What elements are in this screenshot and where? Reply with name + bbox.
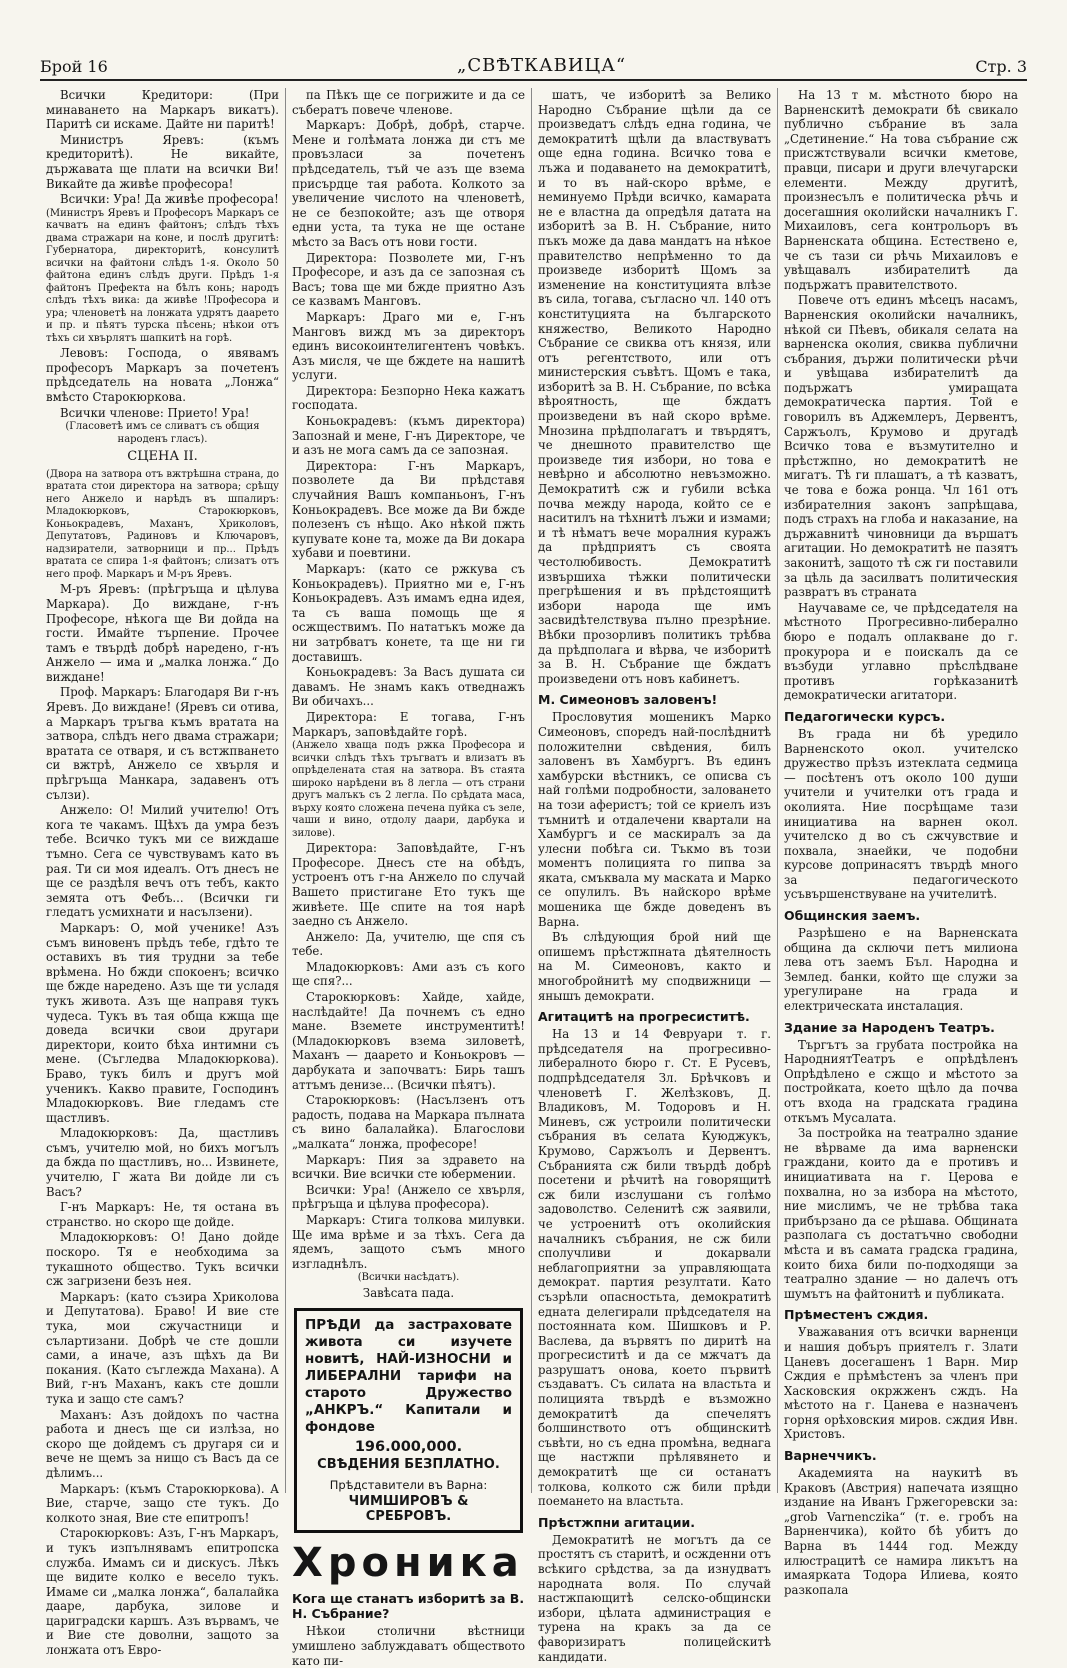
dialogue: Г-нъ Маркаръ: Не, тя остана въ странство. но скоро ще дойде. — [46, 1200, 279, 1229]
article-text: шатъ, че изборитѣ за Велико Народно Събрание щѣли да се произведатъ слѣдъ една година, че демократитѣ щѣли да властвуватъ още една година. Всичко това е лъжа и подаването на демократитѣ, и то въ най-скоро врѣме, е неминуемо Прѣди всичко, камарата не е властна да опредѣля датата на изборитѣ за В. Н. Събрание, нито пъкъ може да дава мандатъ на нѣкое правителство непрѣменно то да произведе изборитѣ Щомъ за изменение на конституцията влѣзе въ сила, тогава, съгласно чл. 140 отъ конституцията на българското княжество, Великото Народно Събрание се свиква отъ князя, или отъ регентството, или отъ министерския съвѣтъ. Щомъ е така, изборитѣ за В. Н. Събрание, по всѣка вѣроятность, ще бждатъ произведени въ най скоро врѣме. Мнозина прѣдполагатъ и твърдятъ, че днешното правителство ще произведе тия избори, но това е невѣрно и абсолютно невъзможно. Демократитѣ сж и губили всѣка почва между народа, който се е наситилъ на тѣхнитѣ лъжи и измами; и тѣ нѣматъ вече моралния куражъ да прѣдприятъ съ своята честолюбивость. Демократитѣ извършиха тѣжки политически прегрѣшения и въ прѣдстоящитѣ избори народа ще имъ засвидѣтелствува пълно презрѣние. Вѣбки прозорливъ политикъ трѣбва да прѣдполага и вѣрва, че изборитѣ за В. Н. Събрание ще бждатъ произведени отъ новъ кабинетъ. — [538, 88, 771, 686]
dialogue: Старокюрковъ: (Насълзенъ отъ радость, подава на Маркара пълната съ вино балалайка). Благослови „малката“ лонжа, професоре! — [292, 1093, 525, 1151]
curtain-line: Завѣсата пада. — [362, 1285, 455, 1300]
dialogue: Маркаръ: (като съзира Хриколова и Депутатова). Браво! И вие сте тука, мои сжучастници и сълартизани. Добрѣ че сте дошли сами, а иначе, азъ щѣхъ да Ви покания. (Като съглежда Махана). А Вий, г-нъ Маханъ, какъ сте дошли тука и защо сте самъ? — [46, 1289, 279, 1406]
chronicle-heading: Хроника — [292, 1540, 524, 1587]
ad-info: СВѢДЕНИЯ БЕЗПЛАТНО. — [317, 1457, 500, 1473]
article-text: На 13 т м. мѣстното бюро на Варненскитѣ демократи бѣ свикало публично събрание въ зала „Сдетинение.“ На това събрание сж присжтствували всички кметове, правци, писари и други влечугарски елементи. Между другитѣ, произнесълъ е политическа рѣчь и досегашния околийски началникъ Г. Михаиловъ, сега контрольоръ въ Варненската община. Естествено е, че съ тази си рѣчь Михаиловъ е увѣщавалъ избирателитѣ да подържатъ правителството. — [784, 88, 1018, 292]
article-text: Разрѣшено е на Варненската община да сключи петъ милиона лева отъ заемъ Бъл. Народна и Землед. банки, който ще служи за урегулиране на града и електрическата инсталация. — [784, 926, 1018, 1014]
stage-direction: (Всички насѣдатъ). — [357, 1272, 460, 1284]
article-heading: Общинския заемъ. — [784, 908, 921, 924]
article-text: За постройка на театрално здание не вѣрваме да има варненски граждани, които да е противъ и инициативата на г. Церова е похвална, но за избора на мѣстото, ние мислимъ, че не трѣбва така прибързано да се рѣшава. Общината разполага съ достатъчно свободни мѣста и въ самата градска градина, които биха били по-подходящи за театрално здание — но далечъ отъ шумътъ на файтонитѣ и публиката. — [784, 1126, 1018, 1301]
dialogue: Маркаръ: (къмъ Старокюркова). А Вие, старче, защо сте тукъ. До колкото зная, Вие сте епитропъ! — [46, 1481, 279, 1525]
column-4 — [778, 88, 1024, 1597]
dialogue: Анжело: О! Милий учителю! Отъ кога те чакамъ. Щѣхъ да умра безъ тебе. Всичко тукъ ми се виждаше тъмно. Сега се чувствувамъ като въ рая. Ти си моя идеалъ. Отъ днесъ не ще се раздѣля вечъ отъ тебъ, както земята отъ Фебъ... (Всички ги гледатъ усмихнати и насълзени). — [46, 803, 279, 920]
article-text: Въ слѣдующия брой ний ще опишемъ прѣстжпната дѣятелность на М. Симеоновъ, както и многобройнитѣ му сподвижници — янышъ демократи. — [538, 930, 771, 1003]
dialogue: Проф. Маркаръ: Благодаря Ви г-нъ Яревъ. До виждане! (Яревъ си отива, а Маркаръ тръгва къмъ вратата на затвора, слѣдъ него двама стражари; вратата се отваря, и съ встжпването си вжтрѣ, Анжело се хвърля и прѣгръща Манкара, задавенъ отъ сълзи). — [46, 685, 279, 802]
dialogue: Директора: Е тогава, Г-нъ Маркаръ, заповѣдайте горѣ. — [292, 709, 525, 739]
newspaper-title: „СВѢТКАВИЦА“ — [457, 55, 627, 76]
article-text: Повече отъ единъ мѣсецъ насамъ, Варненския околийски началникъ, нѣкой си Пѣевъ, обикаля селата на варненска околия, свиква публични събрания, държи политически рѣчи и увѣщава избирателитѣ да подържатъ умиращата демократическа партия. Той е говорилъ въ Аджемлеръ, Дервентъ, Саржъолъ, Крумово и другадѣ Всичко това е възмутително и прѣстжпно, но демократитѣ не мигатъ. Тѣ ги плашатъ, а тѣ казватъ, че това е божа ронца. Чл 161 отъ избирателния законъ запрѣщава, подъ страхъ на глоба и наказание, на държавнитѣ чиновници да вършатъ агитации. Но демократитѣ не пазятъ законитѣ, защото тѣ сж ги поставили за цѣль да засилватъ политическия развратъ въ страната — [784, 293, 1018, 600]
dialogue: Директора: Позволете ми, Г-нъ Професоре, и азъ да се запозная съ Васъ; това ще ми бжде приятно Азъ се казвамъ Манговъ. — [292, 250, 525, 309]
dialogue: Маркаръ: О, мой ученике! Азъ съмъ виновенъ прѣдъ тебе, гдѣто те оставихъ въ тия трудни за тебе врѣмена. Но бжди спокоенъ; всичко ще бжде наредено. Азъ ще ти усладя тукъ живота. Азъ ще направя тукъ чудеса. Тукъ въ тая обща кжща ще доведа всички свои другари директори, които бѣха интимни съ мене. (Съгледва Младокюркова). Браво, тукъ билъ и другъ мой ученикъ. Какво правите, Господинъ Младокюрковъ. Вие гледамъ сте щастливъ. — [46, 920, 279, 1125]
issue-number: Брой 16 — [40, 57, 108, 76]
article-heading: Педагогически курсъ. — [784, 708, 946, 724]
dialogue: Директора: Безпорно Нека кажатъ господата. — [292, 383, 525, 413]
dialogue: па Пѣкъ ще се погрижите и да се събератъ повече членове. — [292, 88, 525, 117]
article-heading: Агитацитѣ на прогресиститѣ. — [538, 1009, 750, 1025]
column-1 — [40, 88, 286, 1658]
dialogue: Всички: Ура! Да живѣе професора! — [60, 192, 279, 207]
dialogue: Коньокрадевъ: За Васъ душата си давамъ. Не знамъ какъ отведнажъ Ви обичахъ... — [292, 665, 525, 709]
dialogue: Старокюрковъ: Хайде, хайде, наслѣдайте! Да почнемъ съ едно мане. Вземете инструментитѣ! (Младокюрковъ взема зиловетѣ, Маханъ — даарето и Коньокровъ — дарбуката и започватъ: Бирь ташъ аттъмъ денизе... (Всички пѣятъ). — [292, 990, 525, 1092]
scene-heading: СЦЕНА II. — [127, 449, 198, 465]
column-2 — [286, 88, 532, 1668]
article-text: Нѣкои столични вѣстници умишлено заблуждаватъ обществото като пи- — [292, 1624, 525, 1668]
dialogue: Маркаръ: Добрѣ, добрѣ, старче. Мене и голѣмата лонжа ди стъ ме провъзласи за почетенъ прѣдседатель, тъй че азъ ще взема присърдце тая работа. Колкото за увеличение числото на членоветѣ, не се безпокойте; азъ ще отворя едни уста, та тука не ще остане мѣсто за Васъ отъ нови гости. — [292, 118, 525, 249]
article-text: Търгътъ за грубата постройка на НародниятТеатръ е опрѣдѣленъ Опрѣдѣлено е сжщо и мѣстото за постройката, което щѣло да почва отъ входа на градската градина откъмъ Мусалата. — [784, 1037, 1018, 1125]
article-heading: Кога ще станатъ изборитѣ за В. Н. Събрание? — [292, 1591, 525, 1622]
page-number: Стр. 3 — [975, 57, 1027, 76]
dialogue: Маркаръ: Драго ми е, Г-нъ Манговъ вижд мъ за директоръ единъ високоинтелигентенъ човѣкъ. Азъ мисля, че ще бждете на нашитѣ услуги. — [292, 309, 525, 383]
dialogue: Маханъ: Азъ дойдохъ по частна работа и днесъ ще си излѣза, но скоро ще дойдемъ съ другаря си и вече не щемъ за нищо съ Васъ да се дѣлимъ... — [46, 1407, 279, 1480]
stage-direction: (Анжело хваща подъ ржка Професора и всички слѣдъ тѣхъ тръгватъ и влизатъ въ опрѣделената стая на затвора. Въ стаята широко нарѣдени въ 8 легла — отъ страни другъ малъкъ съ 2 легла. По срѣдата маса, върху която сложена печена пуйка съ зеле, чаши и вино, отдолу даари, дарбука и зилове). — [292, 740, 525, 839]
dialogue: Всички членове: Прието! Ура! — [60, 405, 250, 420]
stage-direction: (Министръ Яревъ и Професоръ Маркаръ се качватъ на единъ файтонъ; слѣдъ тѣхъ двама стражари на коне, и послѣ другитѣ: Губернатора, директоритѣ, консулитѣ всички на файтони слѣдъ 1-я. Около 50 файтона единъ слѣдъ други. Прѣдъ 1-я файтонъ Префекта на бѣлъ конь; народъ слѣдъ тѣхъ вика: да живѣе !Професора и ура; членоветѣ на лонжата удрятъ даарето и пр. и пѣятъ турска пѣсень; нѣкои отъ тѣхъ си хвърлятъ шапкитѣ на горѣ. — [46, 207, 279, 344]
dialogue: Директора: Заповѣдайте, Г-нъ Професоре. Днесъ сте на обѣдъ, устроенъ отъ г-на Анжело по случай Вашето пристигане Ето тукъ ще живѣете. Ще спите на тоя нарѣ заедно съ Анжело. — [292, 841, 525, 929]
dialogue: Младокюрковъ: Да, щастливъ съмъ, учителю мой, но бихъ могълъ да бжда по щастливъ, но... Извинете, учителю, Г жата Ви дойде ли съ Васъ? — [46, 1126, 279, 1199]
dialogue: Старокюрковъ: Азъ, Г-нъ Маркаръ, и тукъ изпълнявамъ епитропска служба. Имамъ си и дискусъ. Лѣкъ ще видите колко е весело тукъ. Имаме си „малка лонжа“, балалайка даарe, дарбука, зилове и цариградски каршъ. Азъ вървамъ, че и Вие сте доволни, защото за лонжата отъ Евро- — [46, 1526, 279, 1658]
article-text: Уважавания отъ всички варненци и нашия добъръ приятелъ г. Злати Цаневъ досегашенъ 1 Варн. Мир Сждия е прѣмѣстенъ за членъ при Хасковския окржженъ сждъ. На мѣстото на г. Цанева е назначенъ горня орѣховския миров. сждия Ивн. Христовъ. — [784, 1325, 1018, 1442]
ad-reps: ЧИМШИРОВЪ & СРЕБРОВЪ. — [348, 1494, 469, 1525]
dialogue: Директора: Г-нъ Маркаръ, позволете да Ви прѣдставя случайния Вашъ компаньонъ, Г-нъ Коньокрадевъ. Все може да Ви бжде полезенъ съ нѣщо. Ако нѣкой пжть купувате коне та, може да Ви докара хубави и поевтини. — [292, 458, 525, 561]
article-text: Академията на наукитѣ въ Краковъ (Австрия) напечата изящно издание на Иванъ Гржегоревски за: „grob Varnenczika“ (т. е. гробъ на Варненчика), който бѣ убитъ до Варна въ 1444 год. Между илюстрацитѣ се намира ликътъ на имаярката Тодора Илиева, която разкопала — [784, 1466, 1018, 1597]
article-text: Прословутия мошеникъ Марко Симеоновъ, споредъ най-послѣднитѣ положителни свѣдения, билъ заловенъ въ Хамбургъ. Въ единъ хамбурски вѣстникъ, се описва съ най голѣми подробности, заловането на този аферистъ; той се криелъ изъ тъмнитѣ и отдалечени квартали на Хамбургъ и се маскиралъ за да улесни побѣга си. Тъкмо въ този моментъ полицията го пипва за яката, смъквала му маската и Марко се опулилъ. Въ найскоро врѣме мошеника ще бжде доведенъ въ Варна. — [538, 710, 771, 929]
article-columns — [40, 88, 1027, 1668]
dialogue: Маркаръ: (като се ржкува съ Коньокрадевъ). Приятно ми е, Г-нъ Коньокрадевъ. Азъ имамъ една идея, та съ ваша помощь ще я осжществимъ. По нататъкъ може да ни затрбватъ конете, та ще ни ги доставишъ. — [292, 562, 525, 664]
dialogue: Маркаръ: Пия за здравето на всички. Вие всички сте юбермении. — [292, 1152, 525, 1182]
column-3 — [532, 88, 778, 1664]
article-text: Демократитѣ не могътъ да се простятъ съ старитѣ, и осжденни отъ всѣкиго срѣдства, за да изнудватъ народната воля. По случай настжпающитѣ селско-общински избори, цѣлата администрация е турена на кракъ за да се фаворизиратъ полицейскитѣ кандидати. — [538, 1532, 771, 1664]
article-text: Въ града ни бѣ уредило Варненското окол. учителско дружество прѣзъ изтеклата седмица — посѣтенъ отъ около 100 души учители и учителки отъ града и околията. Ние посрѣщаме тази инициатива на варнен окол. учителско д во съ сжчувствие и похвала, знаейки, че подобни курсове допринасятъ твърдѣ много за педагогическото усъвършенствуване на учителитѣ. — [784, 726, 1018, 902]
stage-direction: (Двора на затвора отъ вжтрѣшна страна, до вратата стои директора на затвора; срѣщу него Анжело и нарѣдъ въ шпалиръ: Младокюрковъ, Старокюрковъ, Коньокрадевъ, Маханъ, Хриколовъ, Депутатовъ, Радиновъ и Ключаровъ, надзиратели, затворници и пр... Прѣдъ вратата се спира 1-я файтонъ; слизатъ отъ него проф. Маркаръ и М-ръ Яревъ. — [46, 468, 279, 580]
dialogue: Левовъ: Господа, о явявамъ професоръ Маркаръ за почетенъ прѣдседатель на новата „Лонжа“ вмѣсто Старокюркова. — [46, 346, 279, 405]
article-heading: Здание за Народенъ Театръ. — [784, 1019, 995, 1035]
dialogue: М-ръ Яревъ: (прѣгръща и цѣлува Маркара). До виждане, г-нъ Професоре, нѣкога ще Ви дойда на гости. Имайте търпение. Прочее тамъ е твърдѣ добрѣ наредено, г-нъ Анжело — има и „малка лонжа.“ До виждане! — [46, 582, 279, 684]
ad-rep-label: Прѣдставители въ Варна: — [329, 1478, 488, 1493]
article-heading: Прѣместенъ сждия. — [784, 1307, 929, 1323]
dialogue: Маркаръ: Стига толкова милувки. Ще има врѣме и за тѣхъ. Сега да ядемъ, защото съмъ много изгладнѣлъ. — [292, 1212, 525, 1271]
article-heading: Прѣстжпни агитации. — [538, 1514, 696, 1530]
dialogue: Министръ Яревъ: (къмъ кредиторитѣ). Не викайте, държавата ще плати на всички Ви! Викайте да живѣе професора! — [46, 132, 279, 191]
article-heading: М. Симеоновъ заловенъ! — [538, 692, 718, 708]
stage-direction: (Гласоветѣ имъ се сливатъ съ общия народенъ гласъ). — [65, 421, 260, 445]
article-text: Научаваме се, че прѣдседателя на мѣстното Прогресивно-либерално бюро е подалъ оплакване до г. прокурора и е поискалъ да се възбуди углавно прѣслѣдване противъ горѣказанитѣ демократически агитатори. — [784, 600, 1018, 703]
dialogue: Младокюрковъ: Ами азъ съ кого ще спя?... — [292, 959, 525, 989]
article-text: На 13 и 14 Февруари т. г. прѣдседателя на прогресивно-либералното бюро г. Ст. Е Русевъ, подпрѣдседателя Зл. Брѣчковъ и членоветѣ Г. Желѣзковъ, Д. Владиковъ, М. Тодоровъ и Н. Миневъ, сж устроили политически събрания въ селата Куюджукъ, Крумово, Саржъолъ и Дервентъ. Събранията сж били твърдѣ добрѣ посетени и рѣчитѣ на говорящитѣ сж били изслушани съ голѣмо задоволство. Селенитѣ сж заявили, че устроенитѣ отъ околийския началникъ събрания, не сж били сполучливи и докарвали неблагоприятни за управляющата демократ. партия резултати. Като съзрѣли опасностьта, демократитѣ едната делегирали прѣдседателя на постоянната ком. Шишковъ и Р. Васлева, да вървятъ по диритѣ на прогресиститѣ и да се мжчатъ да разрушатъ онова, което първитѣ създаватъ. Съ силата на властьта и полицията твърдѣ е възможно демократитѣ да спечелятъ болшинството отъ общинскитѣ съвѣти, но съ една промѣна, веднага ще настжпи прѣлявянето и демократитѣ ще си останатъ толкова, колкото сж били прѣди поемането на властьта. — [538, 1027, 771, 1509]
dialogue: Анжело: Да, учителю, ще спя съ тебе. — [292, 929, 525, 959]
article-heading: Варнеччикъ. — [784, 1448, 877, 1464]
page-header — [40, 50, 1027, 81]
dialogue: Всички: Ура! (Анжело се хвърля, прѣгръща и цѣлува професора). — [292, 1182, 525, 1212]
insurance-advertisement — [294, 1308, 523, 1533]
ad-headline: ПРѢДИ да застраховате живота си изучете новитѣ, НАЙ-ИЗНОСНИ и ЛИБЕРАЛНИ тарифи на старото Дружество „АНКРЪ.“ Капитали и фондове — [305, 1317, 512, 1436]
dialogue: Младокюрковъ: О! Дано дойде поскоро. Тя е необходима за тукашното общество. Тукъ всички сж загризени безъ нея. — [46, 1230, 279, 1289]
dialogue: Всички Кредитори: (При минаването на Маркаръ викатъ). Паритѣ си искаме. Дайте ни паритѣ! — [46, 88, 279, 132]
ad-amount: 196.000,000. — [354, 1439, 463, 1456]
dialogue: Коньокрадевъ: (къмъ директора) Запознай и мене, Г-нъ Директоре, че и азъ не мога самъ да се запозная. — [292, 414, 525, 458]
